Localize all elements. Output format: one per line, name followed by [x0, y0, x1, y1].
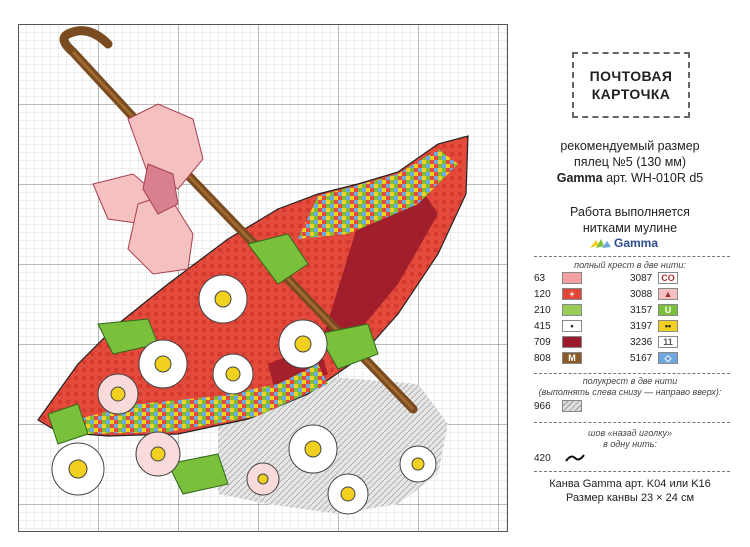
flower [328, 474, 368, 514]
swatch: U [658, 304, 678, 316]
gamma-logo-text: Gamma [614, 236, 659, 250]
flower [289, 425, 337, 473]
back-stitch-line-icon [565, 453, 585, 463]
legend-item: 3157 U [630, 304, 678, 318]
recommend-line-1: рекомендуемый размер [560, 139, 700, 153]
canvas-line-1: Канва Gamma арт. K04 или K16 [549, 478, 711, 490]
swatch: 11 [658, 336, 678, 348]
legend-item: 3088 ▲ [630, 288, 678, 302]
legend-item: 3236 11 [630, 336, 678, 350]
back-stitch-title: шов «назад иголку» в одну нить: [588, 428, 672, 449]
flower [136, 432, 180, 476]
flower [400, 446, 436, 482]
recommend-article: арт. WH-010R d5 [606, 171, 704, 185]
swatch: ◇ [658, 352, 678, 364]
stamp-line-2: КАРТОЧКА [591, 86, 671, 102]
swatch: CO [658, 272, 678, 284]
postcard-stamp [572, 52, 690, 118]
swatch: M [562, 352, 582, 364]
half-cross-swatch [562, 400, 582, 412]
legend-item: 210 [534, 304, 582, 318]
work-line-2: нитками мулине [582, 221, 678, 235]
divider [534, 373, 730, 374]
legend-item: 415 • [534, 320, 582, 334]
swatch [562, 336, 582, 348]
work-note [520, 204, 740, 236]
flower [213, 354, 253, 394]
legend-panel [520, 40, 740, 535]
flower [98, 374, 138, 414]
stamp-line-1: ПОЧТОВАЯ [589, 68, 673, 84]
flower [52, 443, 104, 495]
swatch: •• [658, 320, 678, 332]
recommended-size [520, 138, 740, 186]
canvas-line-2: Размер канвы 23 × 24 см [565, 492, 695, 504]
recommend-line-2: пялец №5 (130 мм) [573, 155, 687, 169]
divider [534, 471, 730, 472]
half-cross-title: полукрест в две нити (выполнять слева снизу — направо вверх): [538, 376, 722, 397]
legend-item: 808 M [534, 352, 582, 366]
canvas-info [520, 477, 740, 505]
flower [139, 340, 187, 388]
back-stitch-item: 420 [534, 452, 585, 466]
legend-item: 3087 CO [630, 272, 678, 286]
half-cross-item: 966 [534, 400, 582, 414]
recommend-brand: Gamma [556, 171, 603, 185]
flower [247, 463, 279, 495]
flower [279, 320, 327, 368]
full-cross-title: полный крест в две нити: [574, 260, 686, 270]
flower [199, 275, 247, 323]
pattern-chart [18, 24, 508, 532]
cross-stitch-pattern [18, 24, 508, 532]
legend-item: 5167 ◇ [630, 352, 678, 366]
work-line-1: Работа выполняется [570, 205, 690, 219]
swatch: + [562, 288, 582, 300]
legend-item: 63 [534, 272, 582, 286]
swatch: • [562, 320, 582, 332]
legend-item: 709 [534, 336, 582, 350]
legend-item: 3197 •• [630, 320, 678, 334]
gamma-logo [590, 236, 690, 252]
legend-item: 120 + [534, 288, 582, 302]
swatch: ▲ [658, 288, 678, 300]
full-cross-legend [534, 272, 734, 368]
swatch [562, 272, 582, 284]
divider [534, 422, 730, 423]
gamma-logo-icon [590, 238, 612, 250]
swatch [562, 304, 582, 316]
divider [534, 256, 730, 257]
